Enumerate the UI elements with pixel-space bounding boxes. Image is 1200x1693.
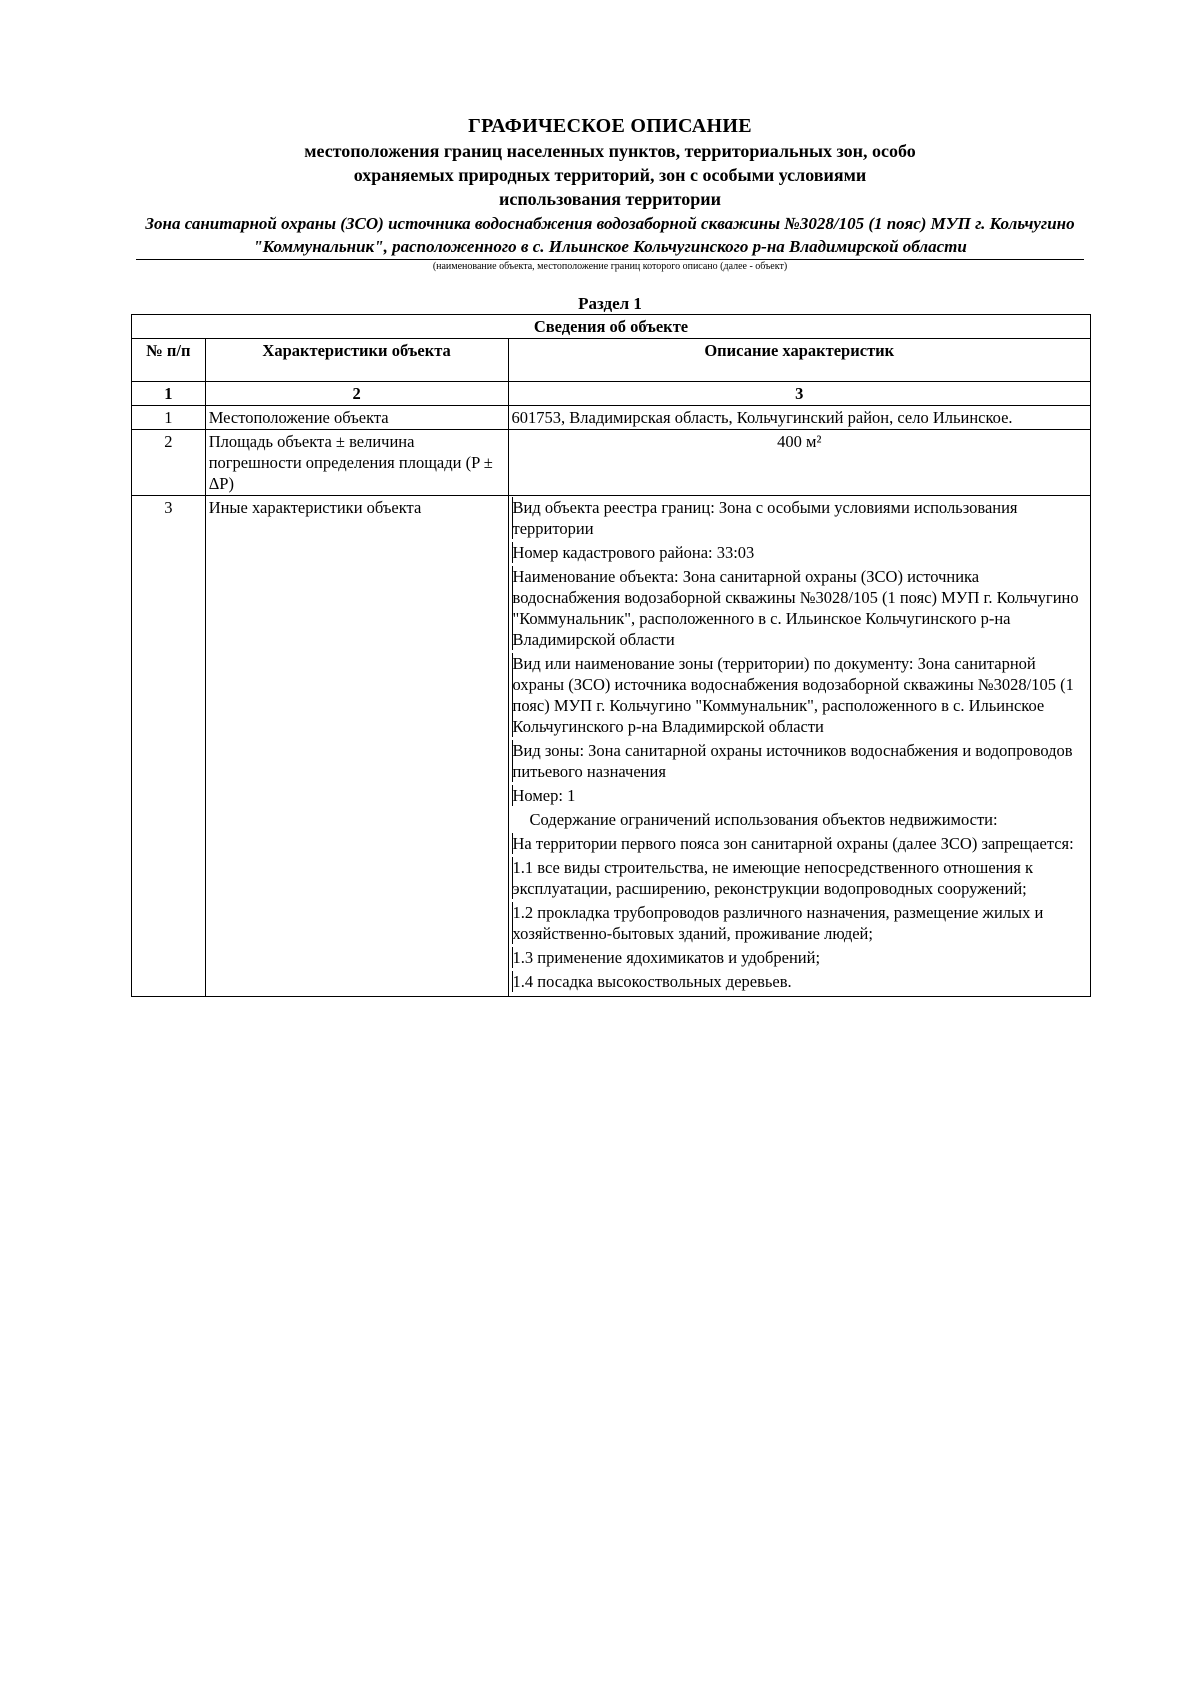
description-item: Содержание ограничений использования объектов недвижимости: <box>529 810 998 829</box>
section-title: Раздел 1 <box>578 294 642 313</box>
table-caption-row <box>132 315 1091 339</box>
row-num: 2 <box>132 430 206 496</box>
document-subtitle: местоположения границ населенных пунктов, территориальных зон, особо охраняемых природных территорий, зон с особыми условиями использования территории <box>304 141 916 209</box>
row-description: 601753, Владимирская область, Кольчугинский район, село Ильинское. <box>508 406 1090 430</box>
description-item: Номер: 1 <box>512 785 1087 806</box>
object-name: Зона санитарной охраны (ЗСО) источника водоснабжения водозаборной скважины №3028/105 (1 пояс) МУП г. Кольчугино "Коммунальник", расположенного в с. Ильинское Кольчугинского р-на Владимирской области <box>136 212 1084 260</box>
column-number-2: 2 <box>205 382 508 406</box>
row-characteristic: Площадь объекта ± величина погрешности определения площади (P ± ΔP) <box>205 430 508 496</box>
description-item: Вид зоны: Зона санитарной охраны источников водоснабжения и водопроводов питьевого назначения <box>512 740 1087 782</box>
row-description-list <box>508 496 1090 997</box>
object-name-block <box>130 212 1090 273</box>
table-row <box>132 496 1091 997</box>
row-num: 3 <box>132 496 206 997</box>
description-item: На территории первого пояса зон санитарной охраны (далее ЗСО) запрещается: <box>512 833 1087 854</box>
column-number-row <box>132 382 1091 406</box>
header-characteristic: Характеристики объекта <box>205 339 508 382</box>
row-num: 1 <box>132 406 206 430</box>
row-characteristic: Иные характеристики объекта <box>205 496 508 997</box>
table-row <box>132 430 1091 496</box>
description-item: Вид объекта реестра границ: Зона с особыми условиями использования территории <box>512 497 1087 539</box>
column-number-3: 3 <box>508 382 1090 406</box>
document-title: ГРАФИЧЕСКОЕ ОПИСАНИЕ <box>468 115 752 137</box>
table-header-row <box>132 339 1091 382</box>
description-item: 1.2 прокладка трубопроводов различного назначения, размещение жилых и хозяйственно-бытовых зданий, проживание людей; <box>512 902 1087 944</box>
header-num: № п/п <box>132 339 206 382</box>
row-characteristic: Местоположение объекта <box>205 406 508 430</box>
description-item: 1.3 применение ядохимикатов и удобрений; <box>512 947 1087 968</box>
description-item: 1.4 посадка высокоствольных деревьев. <box>512 971 1087 992</box>
document-header <box>130 113 1090 211</box>
description-item: Вид или наименование зоны (территории) по документу: Зона санитарной охраны (ЗСО) источника водоснабжения водозаборной скважины №3028/105 (1 пояс) МУП г. Кольчугино "Коммунальник", расположенного в с. Ильинское Кольчугинского р-на Владимирской области <box>512 653 1087 737</box>
table-caption: Сведения об объекте <box>132 315 1091 339</box>
description-item: Номер кадастрового района: 33:03 <box>512 542 1087 563</box>
header-description: Описание характеристик <box>508 339 1090 382</box>
object-name-caption: (наименование объекта, местоположение границ которого описано (далее - объект) <box>432 261 788 272</box>
row-description: 400 м² <box>508 430 1090 496</box>
table-row <box>132 406 1091 430</box>
object-info-table <box>131 314 1091 997</box>
description-item: Наименование объекта: Зона санитарной охраны (ЗСО) источника водоснабжения водозаборной скважины №3028/105 (1 пояс) МУП г. Кольчугино "Коммунальник", расположенного в с. Ильинское Кольчугинского р-на Владимирской области <box>512 566 1087 650</box>
description-item: 1.1 все виды строительства, не имеющие непосредственного отношения к эксплуатации, расширению, реконструкции водопроводных сооружений; <box>512 857 1087 899</box>
column-number-1: 1 <box>132 382 206 406</box>
